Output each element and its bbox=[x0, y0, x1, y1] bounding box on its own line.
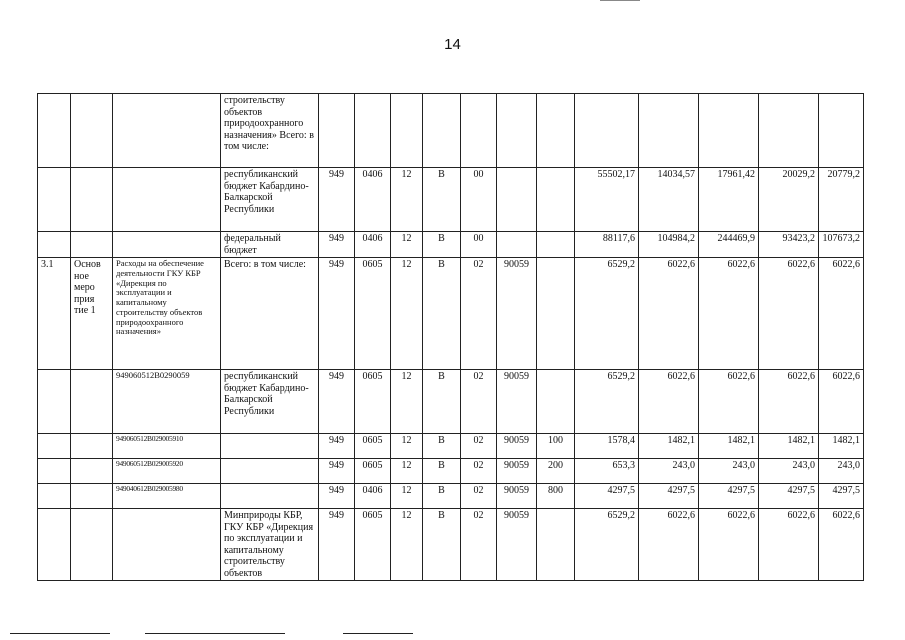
cell-v5: 1482,1 bbox=[819, 434, 864, 459]
cell-v2 bbox=[639, 94, 699, 168]
cell-rz: 0605 bbox=[355, 370, 391, 434]
cell-v1 bbox=[575, 94, 639, 168]
cell-grbs: 949 bbox=[319, 232, 355, 258]
cell-v1: 88117,6 bbox=[575, 232, 639, 258]
cell-v5: 107673,2 bbox=[819, 232, 864, 258]
cell-no bbox=[38, 370, 71, 434]
cell-v1: 653,3 bbox=[575, 459, 639, 484]
cell-cs3: 90059 bbox=[497, 484, 537, 509]
cell-cs1: В bbox=[423, 258, 461, 370]
cell-v4: 93423,2 bbox=[759, 232, 819, 258]
cell-no bbox=[38, 484, 71, 509]
table-row bbox=[38, 459, 864, 484]
cell-v3: 244469,9 bbox=[699, 232, 759, 258]
cell-rz bbox=[355, 94, 391, 168]
cell-v4: 1482,1 bbox=[759, 434, 819, 459]
cell-rz: 0406 bbox=[355, 168, 391, 232]
cell-v2: 243,0 bbox=[639, 459, 699, 484]
cell-v4: 6022,6 bbox=[759, 258, 819, 370]
cell-v3: 6022,6 bbox=[699, 258, 759, 370]
cell-v1: 4297,5 bbox=[575, 484, 639, 509]
cell-source: Минприроды КБР, ГКУ КБР «Дирекция по эксплуатации и капитальному строительству объектов bbox=[221, 509, 319, 581]
cell-v5: 6022,6 bbox=[819, 258, 864, 370]
cell-source: федеральный бюджет bbox=[221, 232, 319, 258]
cell-cs3: 90059 bbox=[497, 509, 537, 581]
cell-v5 bbox=[819, 94, 864, 168]
cell-grbs: 949 bbox=[319, 434, 355, 459]
cell-pr: 12 bbox=[391, 459, 423, 484]
cell-v4: 20029,2 bbox=[759, 168, 819, 232]
cell-grbs: 949 bbox=[319, 509, 355, 581]
cell-v5: 4297,5 bbox=[819, 484, 864, 509]
cell-cs1: В bbox=[423, 509, 461, 581]
table-row bbox=[38, 434, 864, 459]
cell-vr bbox=[537, 94, 575, 168]
cell-pr: 12 bbox=[391, 484, 423, 509]
cell-pr: 12 bbox=[391, 258, 423, 370]
cell-code: 949060512B029005910 bbox=[113, 434, 221, 459]
table-row bbox=[38, 258, 864, 370]
cell-code: 949060512B0290059 bbox=[113, 370, 221, 434]
cell-code: 949060512B029005920 bbox=[113, 459, 221, 484]
cell-cs2: 00 bbox=[461, 232, 497, 258]
cell-v3: 17961,42 bbox=[699, 168, 759, 232]
cell-grbs: 949 bbox=[319, 168, 355, 232]
cell-cs1: В bbox=[423, 370, 461, 434]
cell-grbs: 949 bbox=[319, 459, 355, 484]
cell-no bbox=[38, 168, 71, 232]
footer-divider-3 bbox=[343, 633, 413, 634]
cell-rz: 0605 bbox=[355, 509, 391, 581]
cell-v2: 6022,6 bbox=[639, 370, 699, 434]
cell-vr: 100 bbox=[537, 434, 575, 459]
table-row bbox=[38, 94, 864, 168]
cell-v3: 4297,5 bbox=[699, 484, 759, 509]
cell-source: республиканский бюджет Кабардино-Балкарской Республики bbox=[221, 168, 319, 232]
table-row bbox=[38, 168, 864, 232]
cell-no bbox=[38, 459, 71, 484]
cell-v2: 14034,57 bbox=[639, 168, 699, 232]
cell-cs1: В bbox=[423, 232, 461, 258]
cell-source bbox=[221, 434, 319, 459]
table-row bbox=[38, 232, 864, 258]
cell-name bbox=[71, 459, 113, 484]
budget-table bbox=[37, 93, 864, 581]
footer-divider-1 bbox=[10, 633, 110, 634]
table-row bbox=[38, 509, 864, 581]
cell-rz: 0605 bbox=[355, 459, 391, 484]
cell-v5: 6022,6 bbox=[819, 509, 864, 581]
cell-source: Всего: в том числе: bbox=[221, 258, 319, 370]
top-edge-mark bbox=[600, 0, 640, 4]
cell-cs1: В bbox=[423, 434, 461, 459]
cell-v2: 104984,2 bbox=[639, 232, 699, 258]
cell-v4: 4297,5 bbox=[759, 484, 819, 509]
cell-source: строительству объектов природоохранного назначения» Всего: в том числе: bbox=[221, 94, 319, 168]
cell-cs3: 90059 bbox=[497, 434, 537, 459]
cell-cs2: 00 bbox=[461, 168, 497, 232]
table-row bbox=[38, 370, 864, 434]
page-number: 14 bbox=[444, 36, 461, 53]
cell-cs3 bbox=[497, 232, 537, 258]
cell-name bbox=[71, 434, 113, 459]
cell-name bbox=[71, 509, 113, 581]
cell-name bbox=[71, 232, 113, 258]
cell-v1: 55502,17 bbox=[575, 168, 639, 232]
cell-cs2: 02 bbox=[461, 509, 497, 581]
cell-vr bbox=[537, 258, 575, 370]
cell-rz: 0406 bbox=[355, 232, 391, 258]
cell-v3 bbox=[699, 94, 759, 168]
cell-cs3: 90059 bbox=[497, 258, 537, 370]
cell-cs1: В bbox=[423, 484, 461, 509]
cell-grbs bbox=[319, 94, 355, 168]
cell-rz: 0406 bbox=[355, 484, 391, 509]
cell-v2: 4297,5 bbox=[639, 484, 699, 509]
cell-name: Основ ное меро прия тие 1 bbox=[71, 258, 113, 370]
cell-source bbox=[221, 459, 319, 484]
cell-cs2: 02 bbox=[461, 258, 497, 370]
cell-v3: 6022,6 bbox=[699, 370, 759, 434]
cell-no bbox=[38, 232, 71, 258]
cell-vr bbox=[537, 232, 575, 258]
cell-v5: 6022,6 bbox=[819, 370, 864, 434]
cell-vr: 200 bbox=[537, 459, 575, 484]
cell-v5: 243,0 bbox=[819, 459, 864, 484]
cell-name bbox=[71, 484, 113, 509]
cell-vr: 800 bbox=[537, 484, 575, 509]
cell-vr bbox=[537, 370, 575, 434]
cell-no: 3.1 bbox=[38, 258, 71, 370]
cell-pr: 12 bbox=[391, 434, 423, 459]
cell-v4 bbox=[759, 94, 819, 168]
cell-cs3: 90059 bbox=[497, 459, 537, 484]
cell-source bbox=[221, 484, 319, 509]
cell-v4: 243,0 bbox=[759, 459, 819, 484]
cell-rz: 0605 bbox=[355, 258, 391, 370]
cell-cs2: 02 bbox=[461, 459, 497, 484]
cell-v1: 6529,2 bbox=[575, 258, 639, 370]
cell-v4: 6022,6 bbox=[759, 509, 819, 581]
cell-code: Расходы на обеспечение деятельности ГКУ КБР «Дирекция по эксплуатации и капитальному строительству объектов природоохранного назначения» bbox=[113, 258, 221, 370]
cell-cs2: 02 bbox=[461, 484, 497, 509]
cell-v3: 243,0 bbox=[699, 459, 759, 484]
cell-code bbox=[113, 94, 221, 168]
cell-vr bbox=[537, 509, 575, 581]
cell-v1: 6529,2 bbox=[575, 509, 639, 581]
cell-v1: 1578,4 bbox=[575, 434, 639, 459]
cell-code bbox=[113, 168, 221, 232]
cell-name bbox=[71, 168, 113, 232]
footer-divider-2 bbox=[145, 633, 285, 634]
cell-name bbox=[71, 370, 113, 434]
cell-name bbox=[71, 94, 113, 168]
cell-pr: 12 bbox=[391, 370, 423, 434]
cell-v2: 6022,6 bbox=[639, 258, 699, 370]
cell-v1: 6529,2 bbox=[575, 370, 639, 434]
cell-pr bbox=[391, 94, 423, 168]
cell-code bbox=[113, 509, 221, 581]
cell-pr: 12 bbox=[391, 232, 423, 258]
cell-cs1: В bbox=[423, 168, 461, 232]
cell-v3: 6022,6 bbox=[699, 509, 759, 581]
cell-v2: 6022,6 bbox=[639, 509, 699, 581]
cell-cs3 bbox=[497, 168, 537, 232]
cell-no bbox=[38, 94, 71, 168]
cell-grbs: 949 bbox=[319, 484, 355, 509]
cell-no bbox=[38, 509, 71, 581]
cell-vr bbox=[537, 168, 575, 232]
cell-v3: 1482,1 bbox=[699, 434, 759, 459]
cell-grbs: 949 bbox=[319, 370, 355, 434]
cell-no bbox=[38, 434, 71, 459]
cell-source: республиканский бюджет Кабардино-Балкарской Республики bbox=[221, 370, 319, 434]
cell-pr: 12 bbox=[391, 509, 423, 581]
cell-cs2: 02 bbox=[461, 434, 497, 459]
cell-cs1: В bbox=[423, 459, 461, 484]
cell-rz: 0605 bbox=[355, 434, 391, 459]
cell-v2: 1482,1 bbox=[639, 434, 699, 459]
cell-v5: 20779,2 bbox=[819, 168, 864, 232]
cell-cs2: 02 bbox=[461, 370, 497, 434]
cell-cs2 bbox=[461, 94, 497, 168]
cell-v4: 6022,6 bbox=[759, 370, 819, 434]
cell-cs1 bbox=[423, 94, 461, 168]
cell-grbs: 949 bbox=[319, 258, 355, 370]
table-row bbox=[38, 484, 864, 509]
cell-cs3: 90059 bbox=[497, 370, 537, 434]
cell-cs3 bbox=[497, 94, 537, 168]
cell-code: 949040612B029005980 bbox=[113, 484, 221, 509]
cell-pr: 12 bbox=[391, 168, 423, 232]
cell-code bbox=[113, 232, 221, 258]
